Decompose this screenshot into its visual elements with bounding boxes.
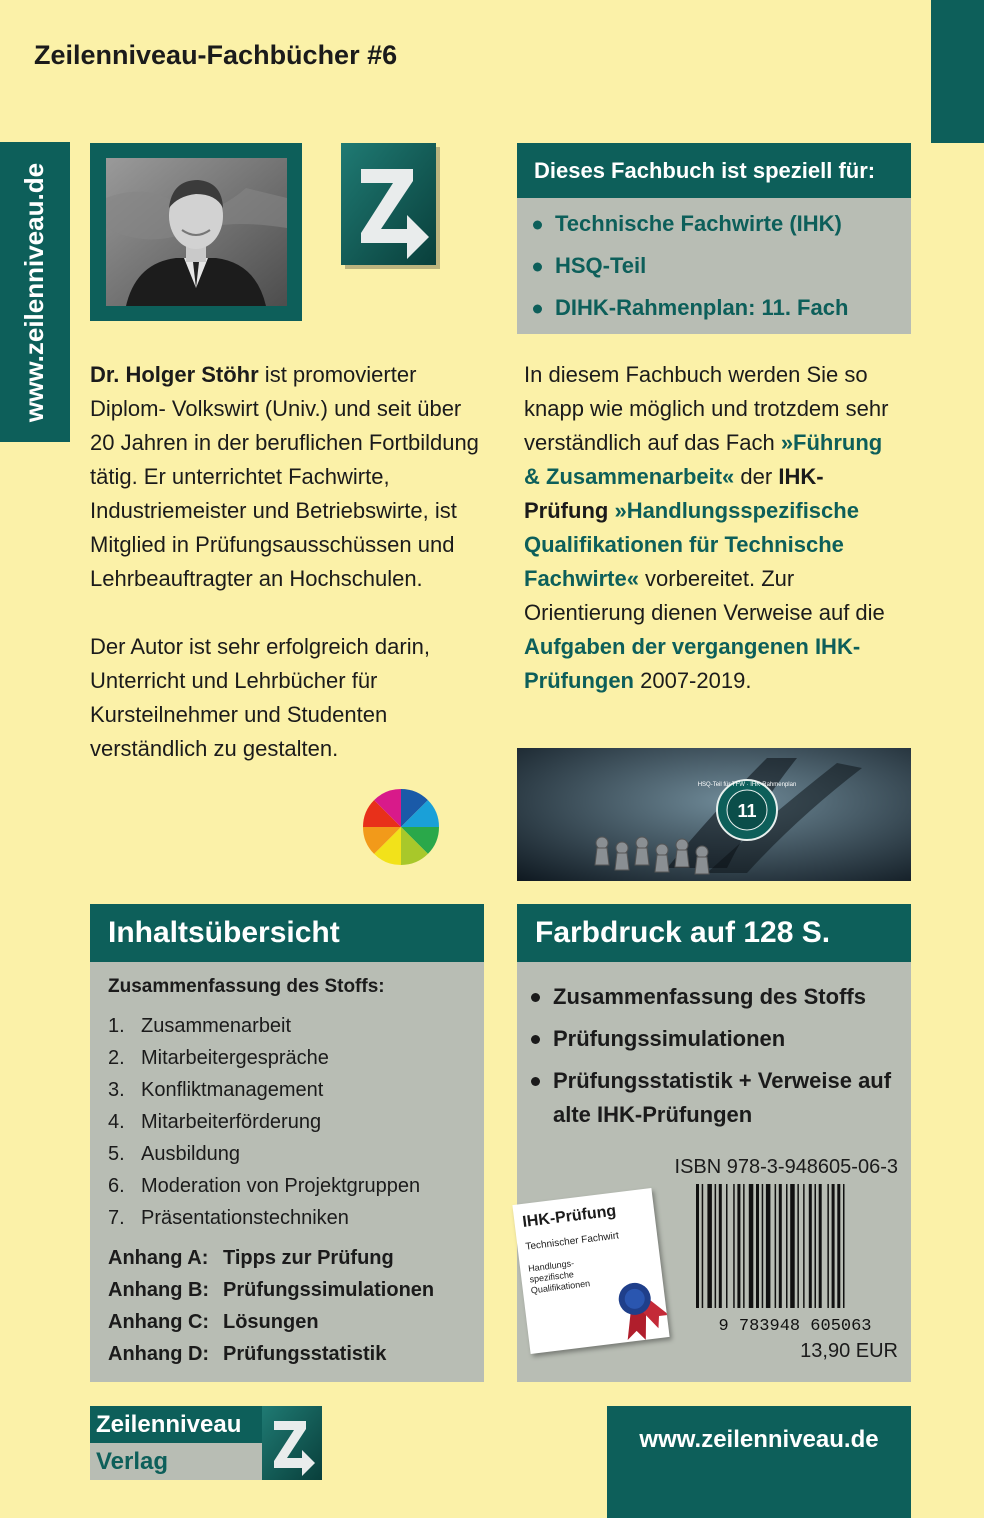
publisher-verlag: Verlag: [90, 1443, 262, 1480]
chapter-row: [108, 1170, 484, 1202]
barcode-bar: [837, 1184, 840, 1308]
chapter-title: Moderation von Projektgruppen: [141, 1175, 421, 1197]
audience-item: HSQ-Teil: [529, 246, 911, 288]
appendix-row: [108, 1338, 484, 1370]
print-header: Farbdruck auf 128 S.: [517, 904, 911, 962]
appendix-label: Anhang D:: [108, 1343, 210, 1365]
author-name: Dr. Holger Stöhr: [90, 362, 259, 387]
mini-book-title: IHK-Prüfung: [521, 1202, 618, 1231]
appendix-row: [108, 1274, 484, 1306]
appendix-title: Tipps zur Prüfung: [223, 1247, 394, 1269]
isbn: ISBN 978-3-948605-06-3: [674, 1156, 898, 1178]
audience-header: Dieses Fachbuch ist speziell für:: [517, 143, 911, 198]
appendix-label: Anhang B:: [108, 1279, 210, 1301]
series-title: Zeilenniveau-Fachbücher #6: [34, 40, 398, 70]
appendix-title: Lösungen: [223, 1311, 319, 1333]
barcode-bar: [797, 1184, 799, 1308]
description-highlight: »Handlungsspezifische Qualifikationen für Technische Fachwirte«: [524, 498, 859, 591]
chapter-title: Ausbildung: [141, 1143, 240, 1165]
author-photo: [106, 158, 287, 306]
barcode-bar: [702, 1184, 704, 1308]
description-bold: IHK-Prüfung: [524, 464, 824, 523]
description-text: der: [734, 464, 779, 489]
publisher-z-icon: [262, 1406, 322, 1480]
book-description: [524, 358, 904, 698]
barcode-bar: [737, 1184, 740, 1308]
barcode-bar: [756, 1184, 759, 1308]
chapter-row: [108, 1138, 484, 1170]
mini-book-subject: Handlungs-spezifische Qualifikationen: [527, 1258, 591, 1296]
description-text: vorbereitet. Zur Orientierung dienen Verweise auf die: [524, 566, 885, 625]
chapter-number: 7.: [108, 1207, 125, 1229]
barcode-bar: [843, 1184, 845, 1308]
side-url-text: www.zeilenniveau.de: [19, 162, 50, 422]
barcode-bar: [726, 1184, 728, 1308]
rosette-seal-icon: [512, 1188, 669, 1354]
barcode-bar: [790, 1184, 795, 1308]
chapter-number: 1.: [108, 1015, 125, 1037]
appendix-label: Anhang A:: [108, 1247, 209, 1269]
chapter-row: [108, 1106, 484, 1138]
barcode-bar: [832, 1184, 835, 1308]
appendix-title: Prüfungsstatistik: [223, 1343, 387, 1365]
chapter-row: [108, 1202, 484, 1234]
chapter-title: Mitarbeitergespräche: [141, 1047, 329, 1069]
barcode-bar: [696, 1184, 699, 1308]
chapter-number: 3.: [108, 1079, 125, 1101]
barcode-bar: [719, 1184, 722, 1308]
chess-cover-image: [517, 748, 911, 881]
chapter-list: [108, 1010, 484, 1234]
chapter-row: [108, 1074, 484, 1106]
print-item: Prüfungsstatistik + Verweise auf alte IHK-Prüfungen: [527, 1064, 911, 1132]
chapter-title: Zusammenarbeit: [141, 1015, 292, 1037]
footer-url[interactable]: www.zeilenniveau.de: [607, 1406, 911, 1518]
chapter-number: 4.: [108, 1111, 125, 1133]
price: 13,90 EUR: [800, 1340, 898, 1362]
appendix-list: [108, 1242, 484, 1370]
badge-number: 11: [737, 801, 757, 821]
barcode-bar: [819, 1184, 822, 1308]
contents-box: [90, 962, 484, 1382]
chapter-number: 6.: [108, 1175, 125, 1197]
chapter-number: 5.: [108, 1143, 125, 1165]
z-arrow-logo: [341, 143, 442, 271]
barcode-bar: [827, 1184, 829, 1308]
description-text: In diesem Fachbuch werden Sie so knapp wie möglich und trotzdem sehr verständlich auf das Fach: [524, 362, 889, 455]
description-highlight: »Führung & Zusammenarbeit«: [524, 430, 883, 489]
barcode-bar: [809, 1184, 812, 1308]
appendix-title: Prüfungssimulationen: [223, 1279, 435, 1301]
print-item: Zusammenfassung des Stoffs: [527, 980, 911, 1014]
barcode-bar: [762, 1184, 764, 1308]
barcode-bar: [715, 1184, 717, 1308]
audience-item: Technische Fachwirte (IHK): [529, 204, 911, 246]
audience-box: [517, 198, 911, 334]
chapter-title: Mitarbeiterförderung: [141, 1111, 322, 1133]
bio-paragraph-1: [90, 358, 490, 596]
barcode-bar: [743, 1184, 745, 1308]
barcode-bar: [749, 1184, 754, 1308]
chapter-title: Konfliktmanagement: [141, 1079, 324, 1101]
print-item: Prüfungssimulationen: [527, 1022, 911, 1056]
description-text: 2007-2019.: [634, 668, 752, 693]
mini-book-cover: [512, 1188, 669, 1354]
chapter-number: 2.: [108, 1047, 125, 1069]
bio-paragraph-2: Der Autor ist sehr erfolgreich darin, Unterricht und Lehrbücher für Kursteilnehmer und Studenten verständlich zu gestalten.: [90, 634, 430, 761]
publisher-name: Zeilenniveau: [90, 1406, 262, 1443]
color-wheel-icon: [362, 788, 440, 866]
barcode-bar: [707, 1184, 712, 1308]
audience-item: DIHK-Rahmenplan: 11. Fach: [529, 288, 911, 330]
barcode-bar: [815, 1184, 817, 1308]
chapter-row: [108, 1010, 484, 1042]
appendix-label: Anhang C:: [108, 1311, 210, 1333]
mini-book-subtitle: Technischer Fachwirt: [524, 1230, 620, 1253]
bio-text: ist promovierter Diplom- Volkswirt (Univ.) und seit über 20 Jahren in der beruflichen Fortbildung tätig. Er unterrichtet Fachwirte, Industriemeister und Betriebswirte, ist Mitglied in Prüfungsausschüssen und Lehrbeauftragter an Hochschulen.: [90, 362, 479, 591]
appendix-row: [108, 1306, 484, 1338]
barcode-bar: [786, 1184, 788, 1308]
barcode-bar: [733, 1184, 735, 1308]
barcode: [690, 1184, 900, 1334]
chapter-row: [108, 1042, 484, 1074]
chapter-title: Präsentationstechniken: [141, 1207, 349, 1229]
badge-ring-text: HSQ-Teil für TFW · IHK-Rahmenplan: [697, 782, 797, 788]
contents-subheader: Zusammenfassung des Stoffs:: [108, 976, 385, 997]
barcode-digits: 9 783948 605063: [718, 1317, 872, 1334]
barcode-bar: [775, 1184, 777, 1308]
barcode-bar: [803, 1184, 805, 1308]
appendix-row: [108, 1242, 484, 1274]
contents-header: Inhaltsübersicht: [90, 904, 484, 962]
barcode-bar: [779, 1184, 782, 1308]
author-bio: [90, 358, 490, 800]
side-url[interactable]: [0, 142, 70, 442]
corner-tab: [931, 0, 984, 143]
barcode-bar: [766, 1184, 771, 1308]
description-highlight: Aufgaben der vergangenen IHK-Prüfungen: [524, 634, 861, 693]
